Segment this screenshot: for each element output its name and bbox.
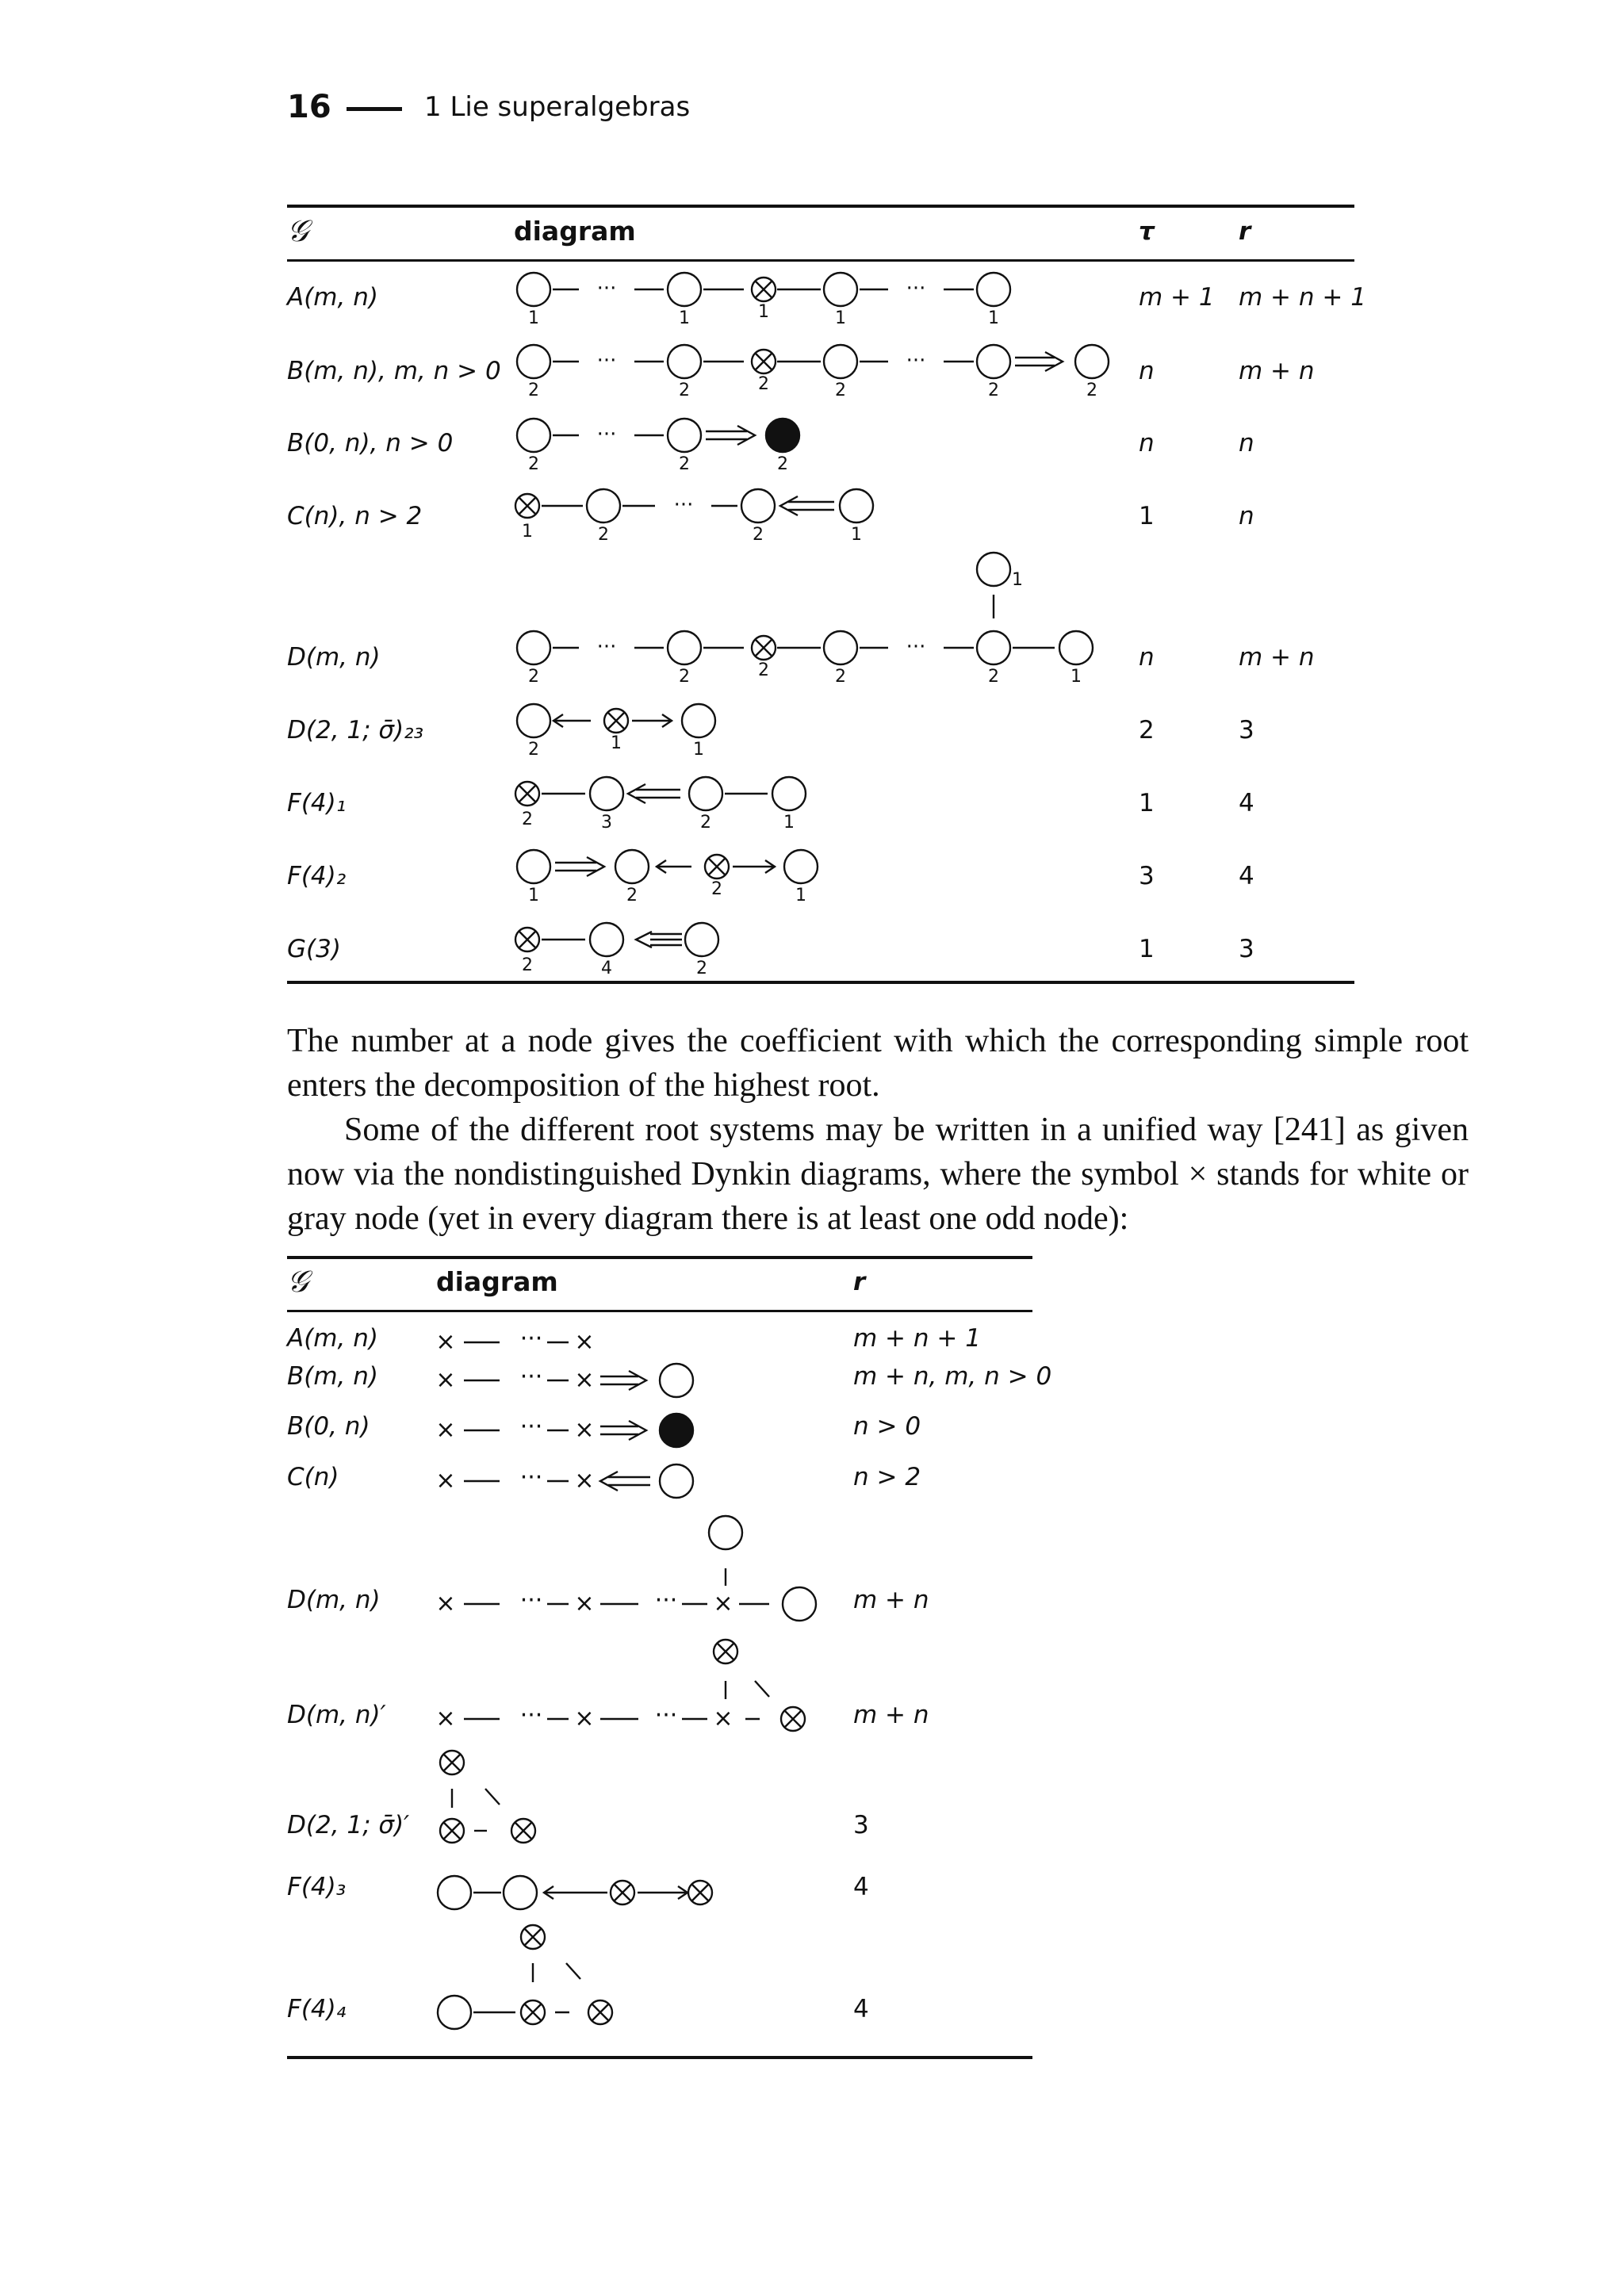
node-label: 1 bbox=[611, 733, 622, 753]
node-label: 1 bbox=[693, 740, 704, 760]
table-1-row-tau: m + 1 bbox=[1139, 283, 1215, 312]
svg-text:×: × bbox=[574, 1590, 595, 1617]
table-1-row-g: B(0, n), n > 0 bbox=[287, 429, 454, 457]
node-label: 2 bbox=[758, 374, 769, 394]
node-label: 1 bbox=[783, 813, 795, 833]
table-2-row-r: n > 0 bbox=[853, 1412, 921, 1441]
svg-text:×: × bbox=[574, 1705, 595, 1732]
node-label: 2 bbox=[598, 525, 609, 545]
table-2-header-diagram: diagram bbox=[436, 1266, 558, 1297]
table-1-row-g: G(3) bbox=[287, 935, 341, 963]
svg-text:···: ··· bbox=[906, 635, 926, 659]
svg-text:···: ··· bbox=[596, 635, 617, 659]
table-1-row-r: 3 bbox=[1239, 935, 1254, 963]
table-1-row-g: D(m, n) bbox=[287, 643, 381, 672]
table-1-header-r: r bbox=[1239, 217, 1251, 246]
node-label: 2 bbox=[758, 660, 769, 680]
svg-text:×: × bbox=[435, 1590, 456, 1617]
svg-text:×: × bbox=[435, 1467, 456, 1495]
svg-text:···: ··· bbox=[519, 1464, 543, 1491]
svg-text:×: × bbox=[574, 1366, 595, 1394]
node-label: 4 bbox=[601, 959, 612, 978]
svg-text:···: ··· bbox=[519, 1325, 543, 1353]
svg-text:×: × bbox=[435, 1366, 456, 1394]
table-1-row-tau: 3 bbox=[1139, 862, 1155, 890]
node-label: 1 bbox=[758, 302, 769, 322]
svg-text:···: ··· bbox=[673, 493, 694, 517]
table-2-row-r: 3 bbox=[853, 1811, 869, 1839]
table-2-row-g: F(4)₄ bbox=[287, 1995, 347, 2023]
svg-text:×: × bbox=[435, 1416, 456, 1444]
table-2-row-g: B(0, n) bbox=[287, 1412, 370, 1441]
node-label: 2 bbox=[696, 959, 707, 978]
table-2-row-g: F(4)₃ bbox=[287, 1873, 347, 1901]
table-1-row-tau: n bbox=[1139, 643, 1155, 672]
table-2-row-g: D(m, n)′ bbox=[287, 1701, 386, 1729]
page-number: 16 bbox=[287, 89, 331, 125]
table-2-row-g: D(m, n) bbox=[287, 1586, 381, 1614]
node-label: 2 bbox=[528, 381, 539, 400]
node-label: 2 bbox=[528, 454, 539, 474]
node-label: 1 bbox=[795, 886, 806, 905]
svg-text:···: ··· bbox=[596, 423, 617, 446]
table-1-header-g: 𝒢 bbox=[287, 215, 309, 248]
paragraph: Some of the different root systems may be written in a unified way [241] as given now via the nondistinguished Dynkin diagrams, where the symbol × stands for white or gray node (yet in every diagram there is at least one odd node): bbox=[287, 1112, 1469, 1237]
node-label: 2 bbox=[522, 955, 533, 975]
table-1-row-g: A(m, n) bbox=[287, 283, 378, 312]
paragraph: The number at a node gives the coefficient with which the corresponding simple root enters the decomposition of the highest root. bbox=[287, 1023, 1469, 1104]
node-label: 2 bbox=[835, 381, 846, 400]
svg-text:···: ··· bbox=[654, 1702, 678, 1729]
svg-text:×: × bbox=[435, 1328, 456, 1356]
svg-text:×: × bbox=[713, 1590, 733, 1617]
node-label: 2 bbox=[626, 886, 638, 905]
table-1-row-tau: 2 bbox=[1139, 716, 1155, 745]
table-1-row-r: n bbox=[1239, 429, 1254, 457]
node-label: 2 bbox=[679, 454, 690, 474]
node-label: 2 bbox=[835, 667, 846, 687]
svg-text:···: ··· bbox=[596, 349, 617, 373]
svg-text:×: × bbox=[574, 1467, 595, 1495]
svg-text:×: × bbox=[713, 1705, 733, 1732]
table-1-row-tau: n bbox=[1139, 357, 1155, 385]
svg-text:···: ··· bbox=[596, 277, 617, 301]
table-2-header-r: r bbox=[853, 1268, 866, 1296]
table-2-row-r: m + n, m, n > 0 bbox=[853, 1362, 1052, 1391]
svg-text:×: × bbox=[435, 1705, 456, 1732]
node-label: 2 bbox=[777, 454, 788, 474]
node-label: 1 bbox=[988, 308, 999, 328]
node-label: 2 bbox=[528, 667, 539, 687]
table-1-row-r: m + n bbox=[1239, 643, 1315, 672]
node-label: 1 bbox=[528, 308, 539, 328]
node-label: 1 bbox=[1071, 667, 1082, 687]
table-1-row-g: D(2, 1; σ̄)₂₃ bbox=[287, 716, 424, 745]
table-2-header-g: 𝒢 bbox=[287, 1265, 309, 1299]
table-2-row-r: 4 bbox=[853, 1873, 869, 1901]
svg-text:···: ··· bbox=[654, 1587, 678, 1614]
table-1-row-r: n bbox=[1239, 502, 1254, 530]
table-1-row-r: 4 bbox=[1239, 789, 1254, 817]
table-1-row-g: C(n), n > 2 bbox=[287, 502, 423, 530]
table-1-row-tau: 1 bbox=[1139, 935, 1155, 963]
table-1-header-tau: τ bbox=[1139, 217, 1155, 246]
table-1-row-g: F(4)₁ bbox=[287, 789, 347, 817]
table-2-row-g: B(m, n) bbox=[287, 1362, 379, 1391]
svg-text:×: × bbox=[574, 1416, 595, 1444]
node-label: 1 bbox=[522, 522, 533, 542]
node-label: 3 bbox=[601, 813, 612, 833]
svg-text:···: ··· bbox=[906, 277, 926, 301]
node-label: 1 bbox=[1012, 570, 1023, 590]
table-1-header-diagram: diagram bbox=[514, 216, 636, 247]
table-1-row-r: 3 bbox=[1239, 716, 1254, 745]
table-2-row-g: C(n) bbox=[287, 1463, 339, 1491]
table-2-row-r: m + n + 1 bbox=[853, 1324, 981, 1353]
table-1-row-r: m + n + 1 bbox=[1239, 283, 1366, 312]
node-label: 1 bbox=[679, 308, 690, 328]
table-2-row-g: A(m, n) bbox=[287, 1324, 378, 1353]
svg-text:···: ··· bbox=[519, 1413, 543, 1441]
node-label: 2 bbox=[679, 667, 690, 687]
node-label: 1 bbox=[528, 886, 539, 905]
node-label: 2 bbox=[1086, 381, 1097, 400]
node-label: 1 bbox=[835, 308, 846, 328]
node-label: 2 bbox=[522, 810, 533, 829]
table-2-row-r: n > 2 bbox=[853, 1463, 921, 1491]
node-label: 2 bbox=[700, 813, 711, 833]
table-1-row-g: F(4)₂ bbox=[287, 862, 347, 890]
svg-text:···: ··· bbox=[519, 1702, 543, 1729]
svg-text:×: × bbox=[574, 1328, 595, 1356]
svg-text:···: ··· bbox=[906, 349, 926, 373]
node-label: 1 bbox=[851, 525, 862, 545]
table-1-row-tau: n bbox=[1139, 429, 1155, 457]
table-1-row-r: m + n bbox=[1239, 357, 1315, 385]
node-label: 2 bbox=[711, 879, 722, 899]
table-1-row-tau: 1 bbox=[1139, 502, 1155, 530]
table-2-row-g: D(2, 1; σ̄)′ bbox=[287, 1811, 410, 1839]
table-2-row-r: m + n bbox=[853, 1586, 929, 1614]
table-1-row-g: B(m, n), m, n > 0 bbox=[287, 357, 501, 385]
chapter-title: 1 Lie superalgebras bbox=[424, 91, 691, 123]
table-2-row-r: m + n bbox=[853, 1701, 929, 1729]
table-1-row-tau: 1 bbox=[1139, 789, 1155, 817]
table-2-row-r: 4 bbox=[853, 1995, 869, 2023]
svg-text:···: ··· bbox=[519, 1363, 543, 1391]
table-1-row-r: 4 bbox=[1239, 862, 1254, 890]
node-label: 2 bbox=[528, 740, 539, 760]
node-label: 2 bbox=[753, 525, 764, 545]
node-label: 2 bbox=[988, 667, 999, 687]
svg-text:···: ··· bbox=[519, 1587, 543, 1614]
node-label: 2 bbox=[679, 381, 690, 400]
node-label: 2 bbox=[988, 381, 999, 400]
